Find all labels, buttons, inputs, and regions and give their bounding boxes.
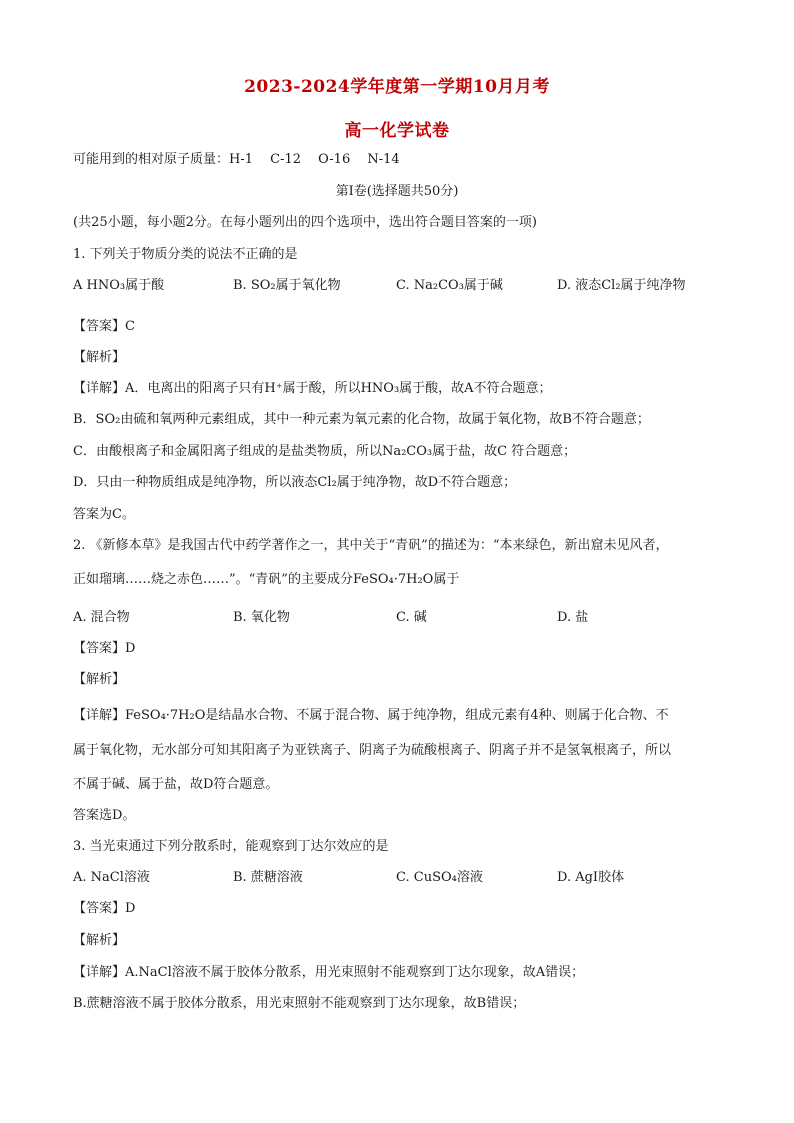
q3-stem: 3. 当光束通过下列分散系时，能观察到丁达尔效应的是 [73,839,389,854]
exam-title: 2023-2024学年度第一学期10月月考 [244,77,550,97]
q2-option-b: B. 氧化物 [233,610,290,625]
q2-detail-line1: 【详解】FeSO₄·7H₂O是结晶水合物、不属于混合物、属于纯净物，组成元素有4种、则属于化合物、不 [73,708,669,723]
q3-option-a: A. NaCl溶液 [73,870,150,885]
q3-option-d: D. AgI胶体 [557,870,625,885]
q1-detail-d: D．只由一种物质组成是纯净物，所以液态Cl₂属于纯净物，故D不符合题意； [73,475,517,490]
q1-option-a: A HNO₃属于酸 [73,278,165,293]
q2-conclusion: 答案选D。 [73,808,136,823]
q2-detail-line2: 属于氧化物，无水部分可知其阳离子为亚铁离子、阴离子为硫酸根离子、阴离子并不是氢氧根离子，所以 [73,743,672,758]
q2-stem-line2: 正如瑠璃……烧之赤色……”。“青矾”的主要成分FeSO₄·7H₂O属于 [73,572,460,587]
q2-detail-line3: 不属于碱、属于盐，故D符合题意。 [73,777,279,792]
q3-option-c: C. CuSO₄溶液 [396,870,483,885]
q3-option-b: B. 蔗糖溶液 [233,870,303,885]
q1-option-d: D. 液态Cl₂属于纯净物 [557,278,686,293]
q2-stem-line1: 2. 《新修本草》是我国古代中药学著作之一，其中关于“青矾”的描述为：“本来绿色，新出窟未见风者， [73,538,669,553]
q2-answer: 【答案】D [73,641,136,656]
instructions: (共25小题，每小题2分。在每小题列出的四个选项中，选出符合题目答案的一项) [73,215,537,230]
q2-option-d: D. 盐 [557,610,589,625]
q2-analysis-label: 【解析】 [73,672,126,687]
q2-option-a: A. 混合物 [73,610,130,625]
q1-detail-b: B．SO₂由硫和氧两种元素组成，其中一种元素为氧元素的化合物，故属于氧化物，故B不符合题意； [73,412,650,427]
q1-detail-c: C．由酸根离子和金属阳离子组成的是盐类物质，所以Na₂CO₃属于盐，故C 符合题意； [73,444,577,459]
q1-answer: 【答案】C [73,319,135,334]
q1-option-c: C. Na₂CO₃属于碱 [396,278,503,293]
exam-subtitle: 高一化学试卷 [344,121,450,141]
q1-option-b: B. SO₂属于氧化物 [233,278,341,293]
q1-stem: 1. 下列关于物质分类的说法不正确的是 [73,247,298,262]
q3-detail-a: 【详解】A.NaCl溶液不属于胶体分散系，用光束照射不能观察到丁达尔现象，故A错误； [73,965,585,980]
q1-analysis-label: 【解析】 [73,350,126,365]
q1-detail-a: 【详解】A．电离出的阳离子只有H⁺属于酸，所以HNO₃属于酸，故A不符合题意； [73,381,552,396]
q3-detail-b: B.蔗糖溶液不属于胶体分散系，用光束照射不能观察到丁达尔现象，故B错误； [73,996,526,1011]
q1-conclusion: 答案为C。 [73,507,135,522]
q3-analysis-label: 【解析】 [73,933,126,948]
q3-answer: 【答案】D [73,901,136,916]
atomic-mass-line: 可能用到的相对原子质量：H-1 C-12 O-16 N-14 [73,152,400,167]
q2-option-c: C. 碱 [396,610,427,625]
section-title: 第Ⅰ卷(选择题共50分) [335,184,459,199]
